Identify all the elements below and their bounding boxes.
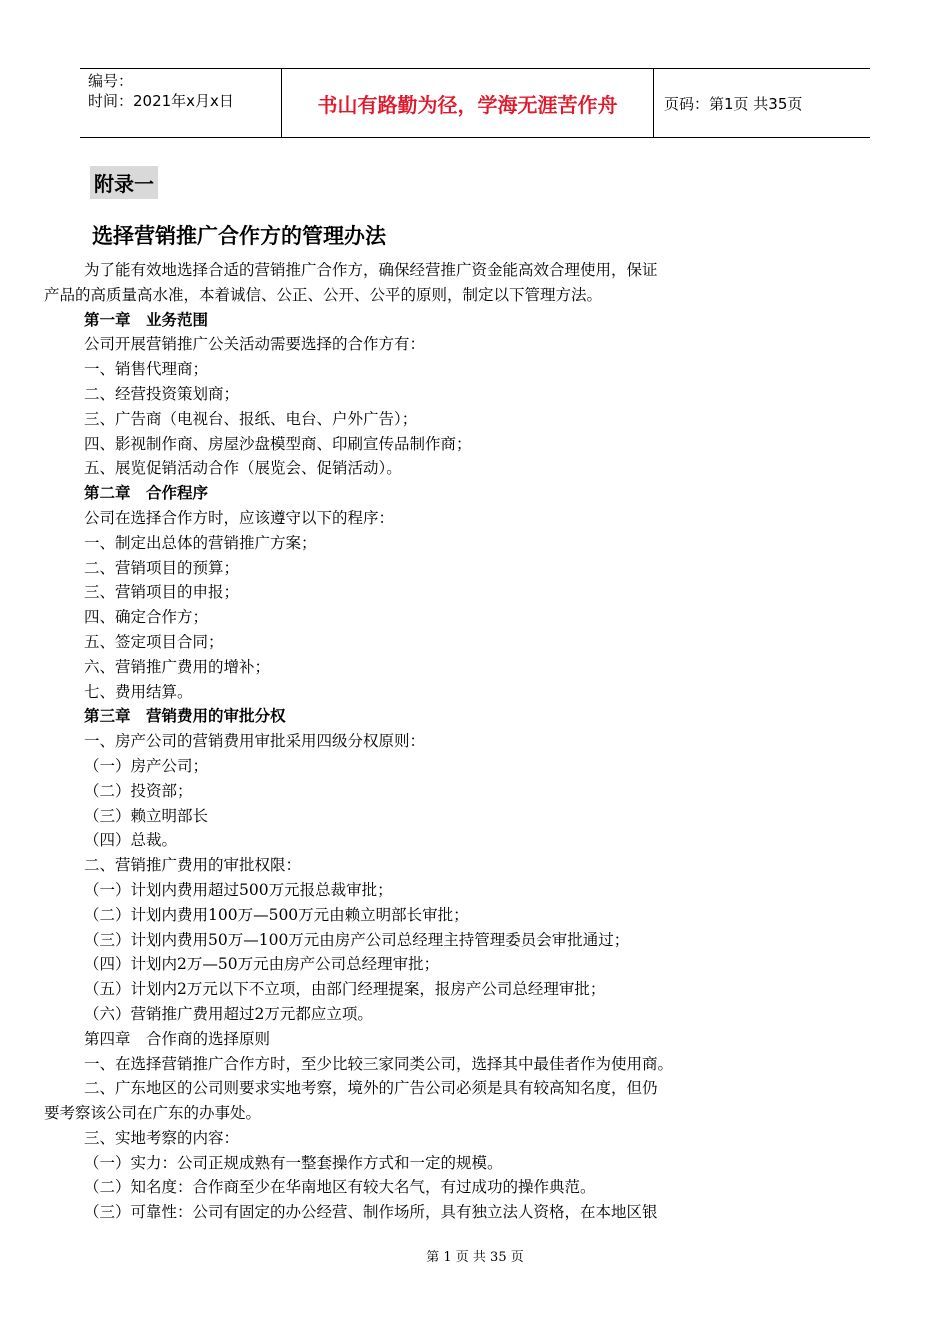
list-item-continuation: 要考察该公司在广东的办事处。 <box>44 1104 262 1123</box>
list-item: （四）总裁。 <box>84 831 178 850</box>
list-item: 一、房产公司的营销费用审批采用四级分权原则： <box>84 732 426 751</box>
list-item: 二、营销项目的预算； <box>84 558 240 577</box>
chapter-heading: 第一章 业务范围 <box>84 310 209 329</box>
list-item: （二）计划内费用100万—500万元由赖立明部长审批； <box>84 905 469 924</box>
list-item: 五、签定项目合同； <box>84 632 224 651</box>
list-item: 七、费用结算。 <box>84 682 193 701</box>
list-item: 三、实地考察的内容： <box>84 1128 240 1147</box>
list-item: 三、营销项目的申报； <box>84 583 240 602</box>
list-item: （五）计划内2万元以下不立项，由部门经理提案，报房产公司总经理审批； <box>84 980 606 999</box>
header-motto: 书山有路勤为径，学海无涯苦作舟 <box>282 69 654 137</box>
list-item: 一、销售代理商； <box>84 360 209 379</box>
intro-line: 产品的高质量高水准，本着诚信、公正、公开、公平的原则，制定以下管理方法。 <box>44 285 603 304</box>
list-item: 三、广告商（电视台、报纸、电台、户外广告）； <box>84 409 418 428</box>
page-footer: 第 1 页 共 35 页 <box>426 1250 524 1265</box>
list-item: （一）实力：公司正规成熟有一整套操作方式和一定的规模。 <box>84 1153 503 1172</box>
list-item: （六）营销推广费用超过2万元都应立项。 <box>84 1004 373 1023</box>
list-item: （三）计划内费用50万—100万元由房产公司总经理主持管理委员会审批通过； <box>84 930 630 949</box>
time-label: 时间：2021年x月x日 <box>88 92 234 110</box>
list-item: （二）投资部； <box>84 781 193 800</box>
list-item: 六、营销推广费用的增补； <box>84 657 271 676</box>
list-item: （三）赖立明部长 <box>84 806 209 825</box>
list-item: 五、展览促销活动合作（展览会、促销活动）。 <box>84 459 402 478</box>
list-item: 一、在选择营销推广合作方时，至少比较三家同类公司，选择其中最佳者作为使用商。 <box>84 1054 674 1073</box>
list-item: （二）知名度：合作商至少在华南地区有较大名气，有过成功的操作典范。 <box>84 1178 596 1197</box>
list-item: 四、确定合作方； <box>84 608 209 627</box>
document-title: 选择营销推广合作方的管理办法 <box>92 224 386 248</box>
header-meta <box>80 69 282 137</box>
document-header <box>80 68 870 138</box>
list-item: （一）房产公司； <box>84 756 209 775</box>
appendix-label: 附录一 <box>90 166 158 199</box>
list-item: （四）计划内2万—50万元由房产公司总经理审批； <box>84 955 440 974</box>
header-page-info: 页码：第1页 共35页 <box>664 94 803 113</box>
chapter-heading: 第三章 营销费用的审批分权 <box>84 707 286 726</box>
number-label: 编号： <box>88 72 134 90</box>
chapter-heading: 第四章 合作商的选择原则 <box>84 1029 271 1048</box>
intro-line: 为了能有效地选择合适的营销推广合作方，确保经营推广资金能高效合理使用，保证 <box>84 261 658 279</box>
list-item: 二、经营投资策划商； <box>84 384 240 403</box>
document-body <box>44 258 824 1225</box>
list-item: 一、制定出总体的营销推广方案； <box>84 533 317 552</box>
paragraph-line: 公司开展营销推广公关活动需要选择的合作方有： <box>84 335 426 354</box>
list-item: （三）可靠性：公司有固定的办公经营、制作场所，具有独立法人资格，在本地区银 <box>84 1203 658 1222</box>
list-item: 二、广东地区的公司则要求实地考察，境外的广告公司必须是具有较高知名度，但仍 <box>84 1079 658 1098</box>
chapter-heading: 第二章 合作程序 <box>84 484 209 503</box>
list-item: 二、营销推广费用的审批权限： <box>84 856 302 875</box>
list-item: （一）计划内费用超过500万元报总裁审批； <box>84 880 393 899</box>
paragraph-line: 公司在选择合作方时，应该遵守以下的程序： <box>84 508 395 527</box>
list-item: 四、影视制作商、房屋沙盘模型商、印刷宣传品制作商； <box>84 434 472 453</box>
